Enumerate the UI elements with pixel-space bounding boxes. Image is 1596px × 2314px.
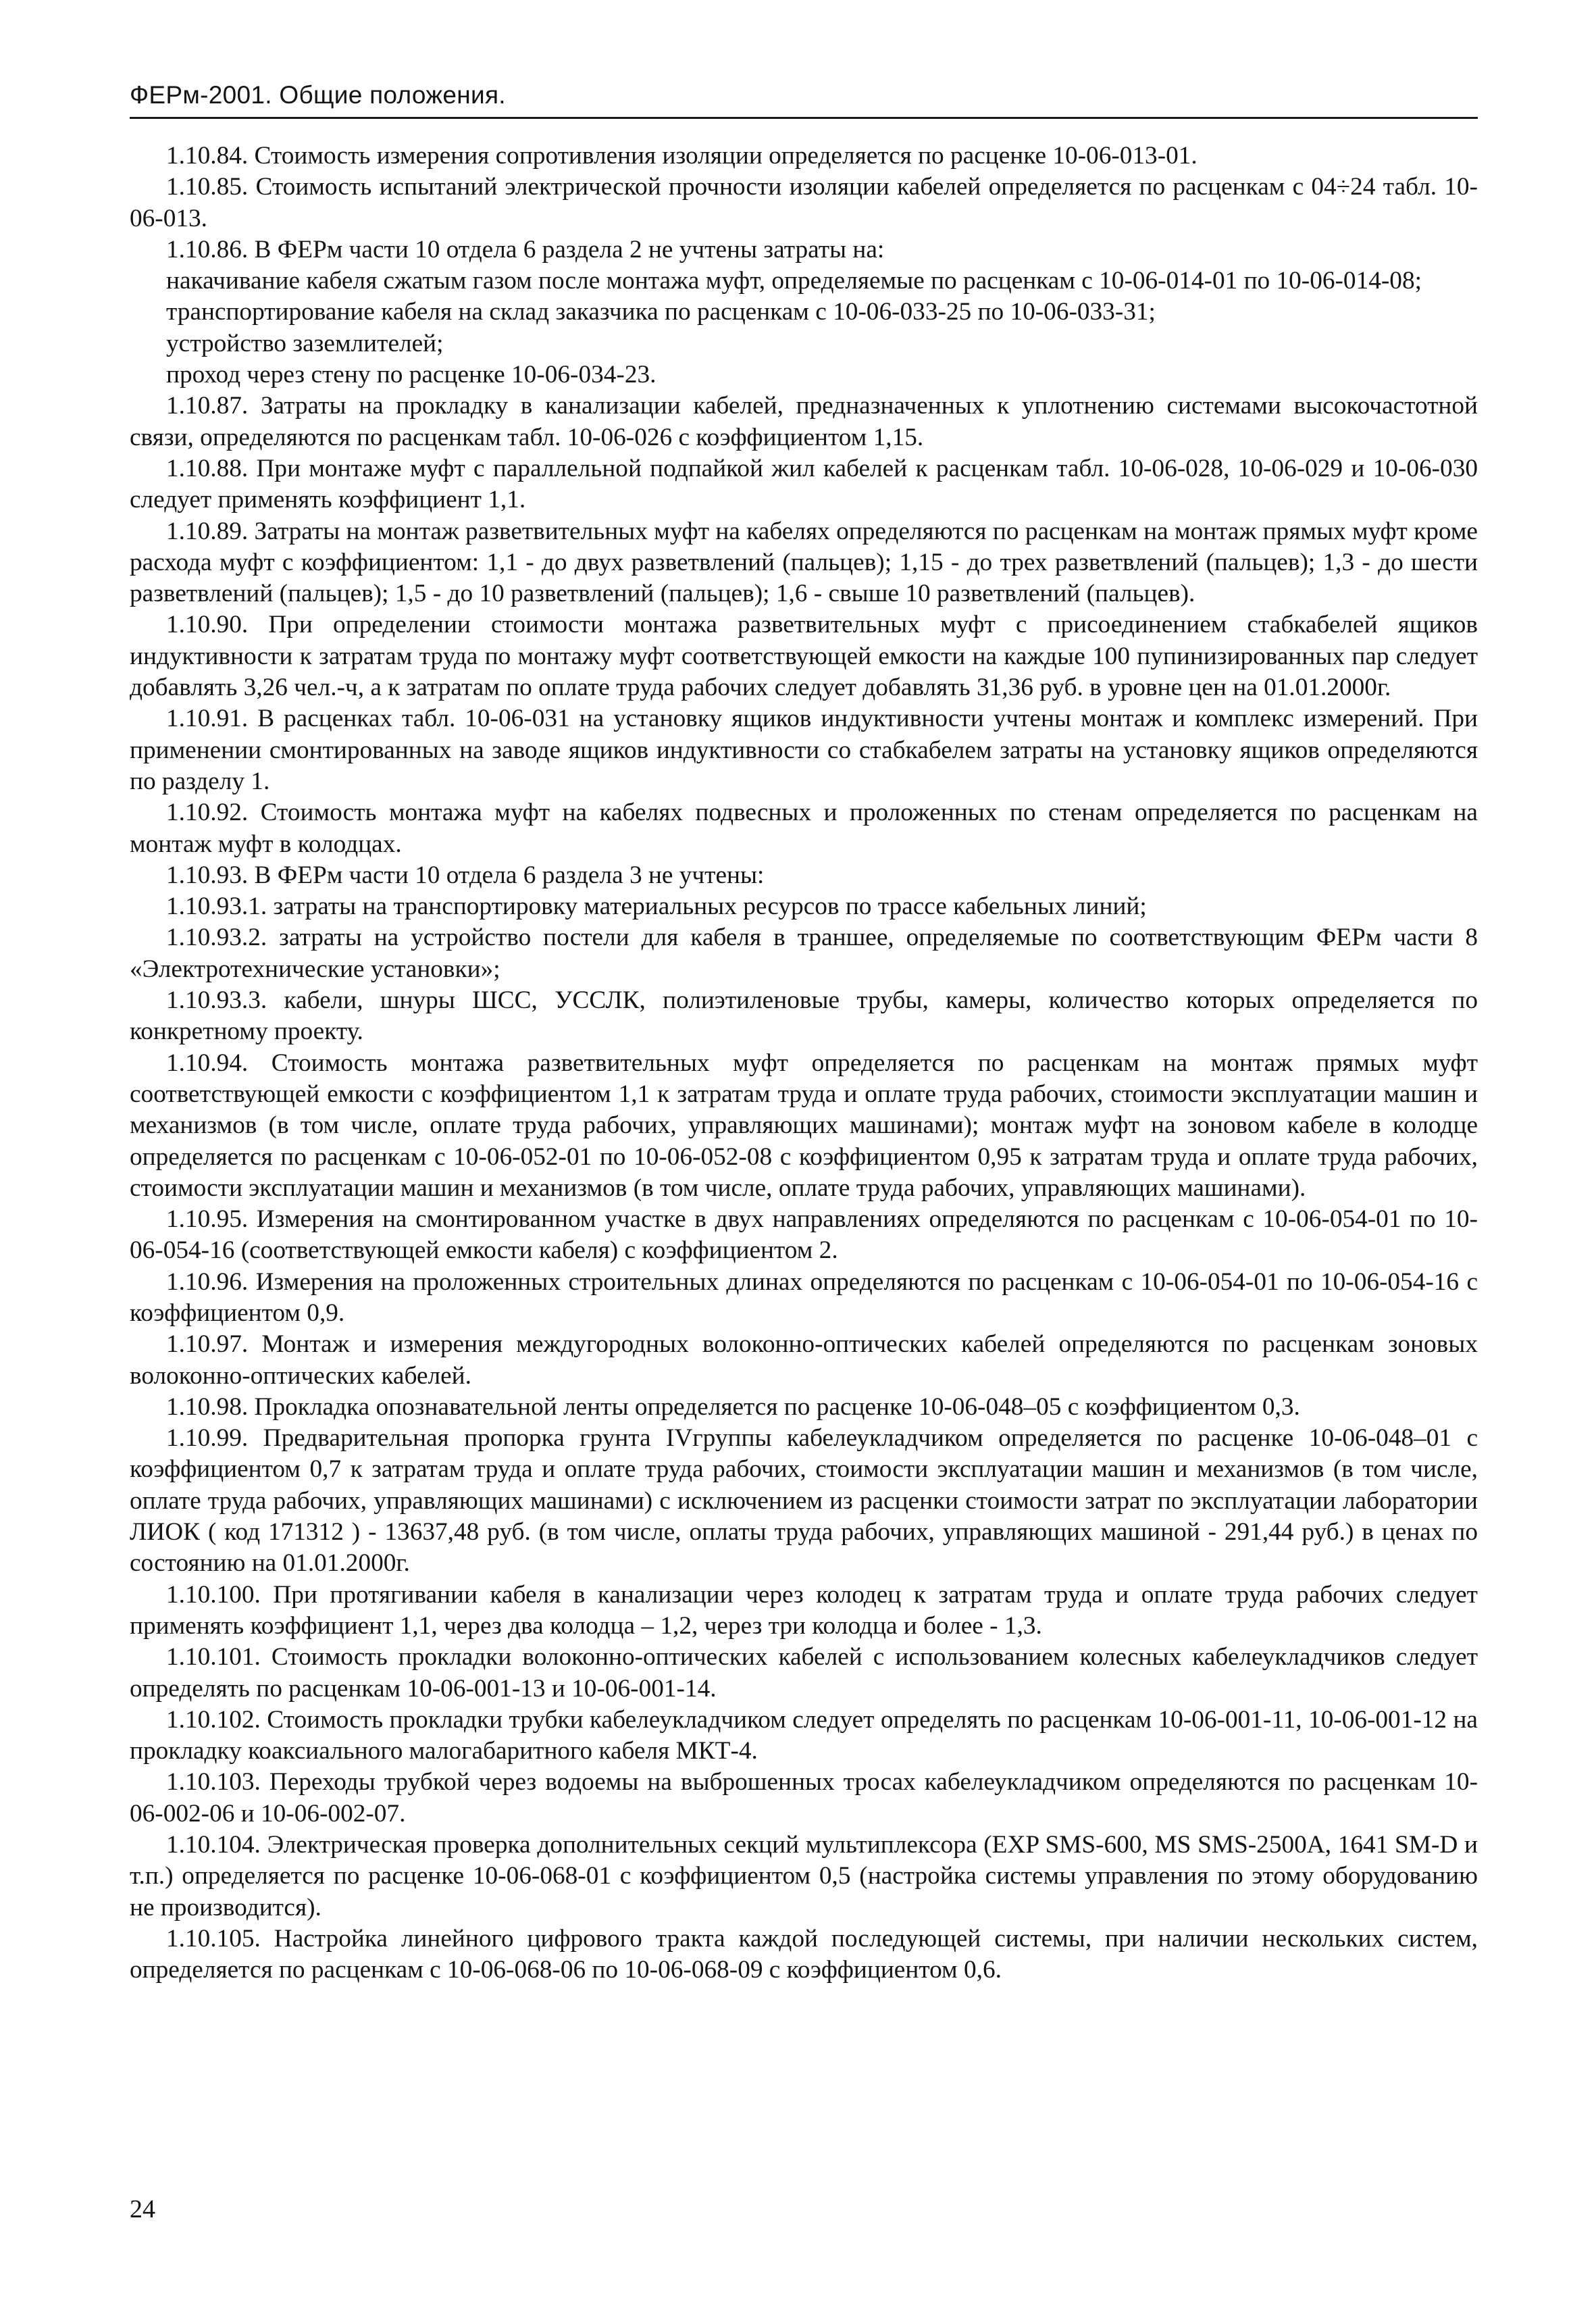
paragraph: 1.10.94. Стоимость монтажа разветвительных муфт определяется по расценкам на монтаж прямых муфт соответствующей емкости с коэффициентом 1,1 к затратам труда и оплате труда рабочих, стоимости эксплуатации машин и механизмов (в том числе, оплате труда рабочих, управляющих машинами); монтаж муфт на зоновом кабеле в колодце определяется по расценкам с 10-06-052-01 по 10-06-052-08 с коэффициентом 0,95 к затратам труда и оплате труда рабочих, стоимости эксплуатации машин и механизмов (в том числе, оплате труда рабочих, управляющих машинами). [130, 1049, 1478, 1202]
document-title: ФЕРм-2001. Общие положения. [130, 81, 506, 109]
paragraph: 1.10.84. Стоимость измерения сопротивления изоляции определяется по расценке 10-06-013-01. [166, 142, 1198, 170]
paragraph: 1.10.91. В расценках табл. 10-06-031 на установку ящиков индуктивности учтены монтаж и комплекс измерений. При применении смонтированных на заводе ящиков индуктивности со стабкабелем затраты на установку ящиков определяются по разделу 1. [130, 705, 1478, 795]
paragraph: 1.10.105. Настройка линейного цифрового тракта каждой последующей системы, при наличии нескольких систем, определяется по расценкам с 10-06-068-06 по 10-06-068-09 с коэффициентом 0,6. [130, 1924, 1478, 1984]
paragraph: 1.10.93.2. затраты на устройство постели для кабеля в траншее, определяемые по соответствующим ФЕРм части 8 «Электротехнические установки»; [130, 924, 1478, 983]
document-body [130, 141, 1478, 1986]
paragraph: проход через стену по расценке 10-06-034-23. [166, 361, 657, 389]
page-header [130, 73, 1478, 119]
paragraph: 1.10.92. Стоимость монтажа муфт на кабелях подвесных и проложенных по стенам определяется по расценкам на монтаж муфт в колодцах. [130, 799, 1478, 858]
paragraph: 1.10.88. При монтаже муфт с параллельной подпайкой жил кабелей к расценкам табл. 10-06-028, 10-06-029 и 10-06-030 следует применять коэффициент 1,1. [130, 454, 1478, 514]
paragraph: 1.10.99. Предварительная пропорка грунта IVгруппы кабелеукладчиком определяется по расценке 10-06-048–01 с коэффициентом 0,7 к затратам труда и оплате труда рабочих, стоимости эксплуатации машин и механизмов (в том числе, оплате труда рабочих, управляющих машинами) с исключением из расценки стоимости затрат по эксплуатации лаборатории ЛИОК ( код 171312 ) - 13637,48 руб. (в том числе, оплаты труда рабочих, управляющих машиной - 291,44 руб.) в ценах по состоянию на 01.01.2000г. [130, 1424, 1478, 1578]
paragraph: 1.10.85. Стоимость испытаний электрической прочности изоляции кабелей определяется по расценкам с 04÷24 табл. 10-06-013. [130, 173, 1478, 232]
paragraph: 1.10.86. В ФЕРм части 10 отдела 6 раздела 2 не учтены затраты на: [166, 235, 885, 263]
paragraph: устройство заземлителей; [166, 329, 444, 357]
paragraph: 1.10.101. Стоимость прокладки волоконно-оптических кабелей с использованием колесных кабелеукладчиков следует определять по расценкам 10-06-001-13 и 10-06-001-14. [130, 1643, 1478, 1703]
paragraph: 1.10.87. Затраты на прокладку в канализации кабелей, предназначенных к уплотнению системами высокочастотной связи, определяются по расценкам табл. 10-06-026 с коэффициентом 1,15. [130, 392, 1478, 451]
paragraph: 1.10.100. При протягивании кабеля в канализации через колодец к затратам труда и оплате труда рабочих следует применять коэффициент 1,1, через два колодца – 1,2, через три колодца и более - 1,3. [130, 1580, 1478, 1640]
paragraph: 1.10.104. Электрическая проверка дополнительных секций мультиплексора (EXP SMS-600, MS SMS-2500A, 1641 SM-D и т.п.) определяется по расценке 10-06-068-01 с коэффициентом 0,5 (настройка системы управления по этому оборудованию не производится). [130, 1831, 1478, 1921]
paragraph: 1.10.93.3. кабели, шнуры ШСС, УССЛК, полиэтиленовые трубы, камеры, количество которых определяется по конкретному проекту. [130, 986, 1478, 1046]
paragraph: 1.10.93. В ФЕРм части 10 отдела 6 раздела 3 не учтены: [166, 861, 765, 889]
paragraph: 1.10.103. Переходы трубкой через водоемы на выброшенных тросах кабелеукладчиком определяются по расценкам 10-06-002-06 и 10-06-002-07. [130, 1768, 1478, 1828]
paragraph: 1.10.89. Затраты на монтаж разветвительных муфт на кабелях определяются по расценкам на монтаж прямых муфт кроме расхода муфт с коэффициентом: 1,1 - до двух разветвлений (пальцев); 1,15 - до трех разветвлений (пальцев); 1,3 - до шести разветвлений (пальцев); 1,5 - до 10 разветвлений (пальцев); 1,6 - свыше 10 разветвлений (пальцев). [130, 517, 1478, 608]
paragraph: накачивание кабеля сжатым газом после монтажа муфт, определяемые по расценкам с 10-06-014-01 по 10-06-014-08; [166, 267, 1422, 295]
page-number: 24 [130, 2195, 155, 2223]
paragraph: 1.10.95. Измерения на смонтированном участке в двух направлениях определяются по расценкам с 10-06-054-01 по 10-06-054-16 (соответствующей емкости кабеля) с коэффициентом 2. [130, 1205, 1478, 1265]
paragraph: 1.10.102. Стоимость прокладки трубки кабелеукладчиком следует определять по расценкам 10-06-001-11, 10-06-001-12 на прокладку коаксиального малогабаритного кабеля МКТ-4. [130, 1705, 1478, 1765]
paragraph: транспортирование кабеля на склад заказчика по расценкам с 10-06-033-25 по 10-06-033-31; [166, 298, 1156, 326]
paragraph: 1.10.98. Прокладка опознавательной ленты определяется по расценке 10-06-048–05 с коэффициентом 0,3. [166, 1392, 1300, 1421]
paragraph: 1.10.96. Измерения на проложенных строительных длинах определяются по расценкам с 10-06-054-01 по 10-06-054-16 с коэффициентом 0,9. [130, 1267, 1478, 1327]
paragraph: 1.10.90. При определении стоимости монтажа разветвительных муфт с присоединением стабкабелей ящиков индуктивности к затратам труда по монтажу муфт соответствующей емкости на каждые 100 пупинизированных пар следует добавлять 3,26 чел.-ч, а к затратам по оплате труда рабочих следует добавлять 31,36 руб. в уровне цен на 01.01.2000г. [130, 611, 1478, 702]
paragraph: 1.10.93.1. затраты на транспортировку материальных ресурсов по трассе кабельных линий; [166, 892, 1147, 921]
paragraph: 1.10.97. Монтаж и измерения междугородных волоконно-оптических кабелей определяются по расценкам зоновых волоконно-оптических кабелей. [130, 1330, 1478, 1390]
